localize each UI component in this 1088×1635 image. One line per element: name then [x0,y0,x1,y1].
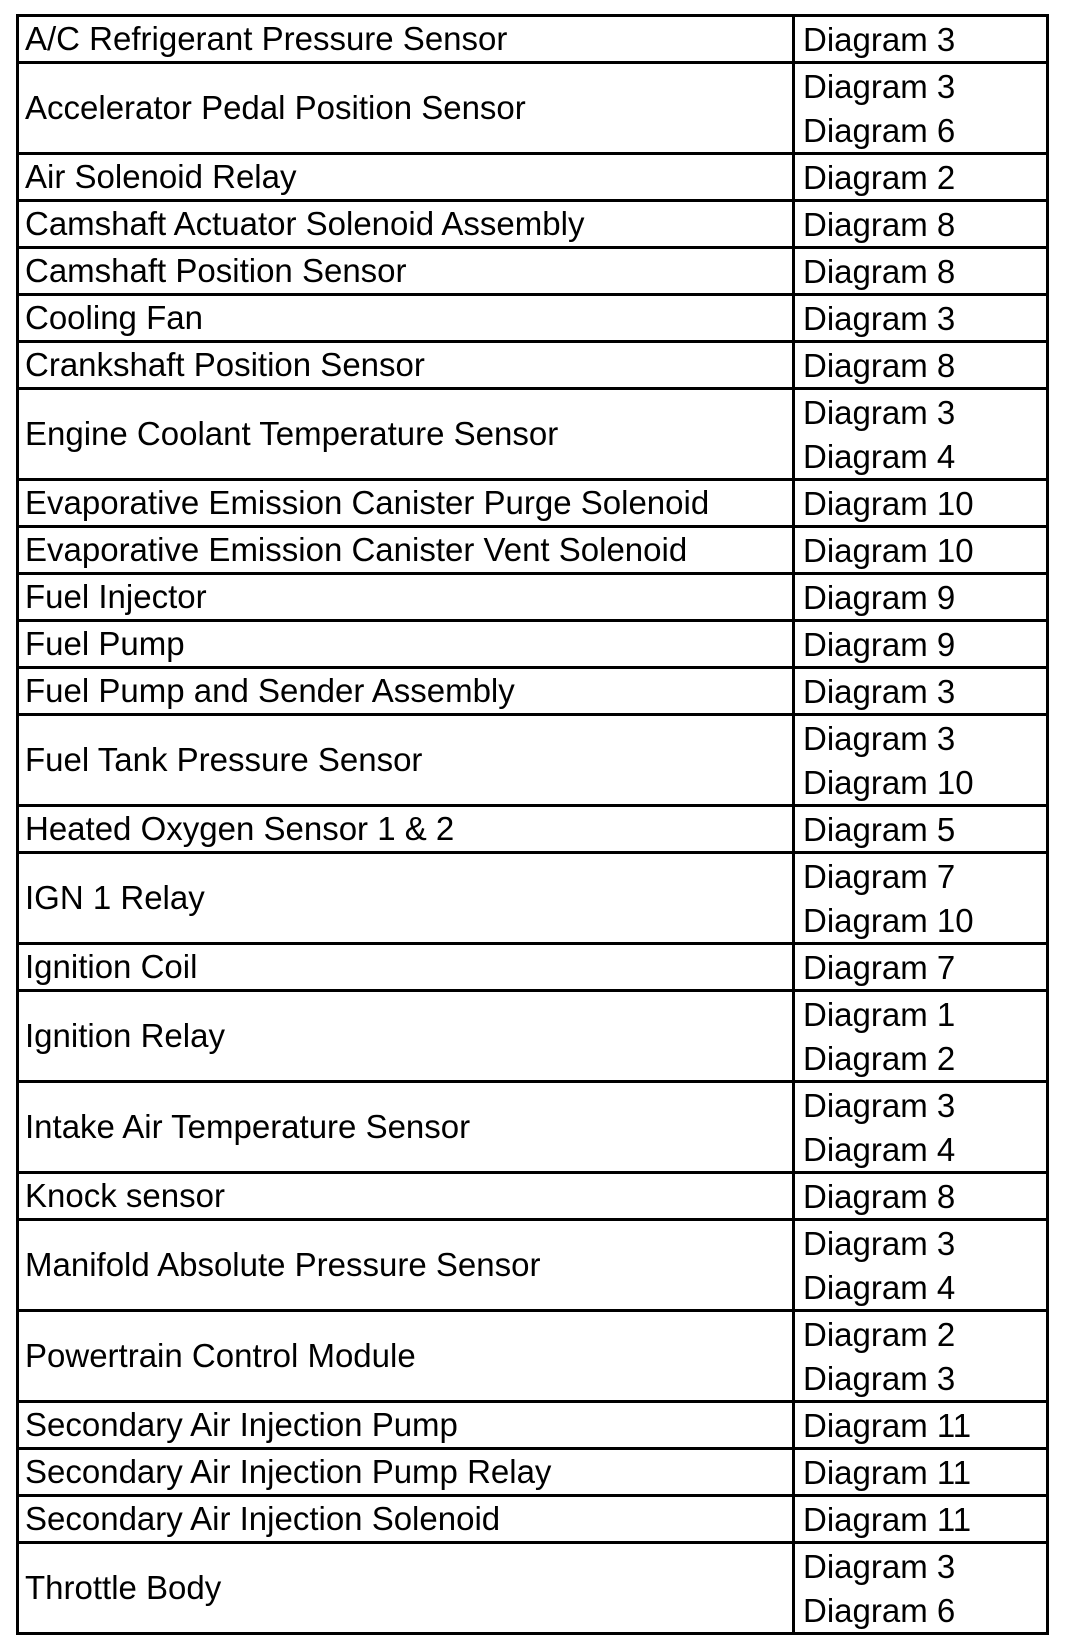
diagram-ref-cell [794,853,1048,944]
component-name-cell: Accelerator Pedal Position Sensor [18,63,794,154]
diagram-ref-cell [794,991,1048,1082]
table-row [18,715,1048,806]
diagram-ref-cell [794,480,1048,527]
table-row [18,295,1048,342]
component-name-cell: Throttle Body [18,1543,794,1634]
diagram-ref-cell [794,295,1048,342]
diagram-ref: Diagram 10 [803,902,974,939]
diagram-ref: Diagram 3 [803,1087,956,1124]
diagram-ref: Diagram 11 [803,1407,972,1444]
diagram-ref: Diagram 3 [803,300,956,337]
component-name-cell: Evaporative Emission Canister Vent Solenoid [18,527,794,574]
table-row [18,1220,1048,1311]
diagram-ref: Diagram 7 [803,949,956,986]
diagram-ref-cell [794,342,1048,389]
diagram-ref: Diagram 5 [803,811,956,848]
diagram-ref-cell [794,1449,1048,1496]
diagram-ref-cell [794,574,1048,621]
diagram-ref: Diagram 10 [803,764,974,801]
component-diagram-table [16,14,1049,1635]
diagram-ref: Diagram 11 [803,1501,972,1538]
diagram-ref: Diagram 2 [803,159,956,196]
component-name-cell: Manifold Absolute Pressure Sensor [18,1220,794,1311]
diagram-ref: Diagram 3 [803,720,956,757]
table-row [18,480,1048,527]
diagram-ref: Diagram 8 [803,347,956,384]
table-row [18,1449,1048,1496]
component-diagram-table-container [16,14,1046,1635]
diagram-ref: Diagram 4 [803,1269,956,1306]
diagram-ref-cell [794,1173,1048,1220]
diagram-ref: Diagram 7 [803,858,956,895]
diagram-ref: Diagram 4 [803,438,956,475]
diagram-ref-cell [794,1496,1048,1543]
component-name-cell: Air Solenoid Relay [18,154,794,201]
component-name-cell: Intake Air Temperature Sensor [18,1082,794,1173]
component-name-cell: Fuel Injector [18,574,794,621]
table-row [18,1402,1048,1449]
diagram-ref-cell [794,201,1048,248]
component-name-cell: Ignition Coil [18,944,794,991]
table-row [18,63,1048,154]
component-name-cell: Powertrain Control Module [18,1311,794,1402]
table-row [18,621,1048,668]
table-row [18,248,1048,295]
component-name-cell: A/C Refrigerant Pressure Sensor [18,16,794,63]
diagram-ref: Diagram 3 [803,1360,956,1397]
component-name-cell: Camshaft Actuator Solenoid Assembly [18,201,794,248]
table-row [18,1543,1048,1634]
component-name-cell: Secondary Air Injection Solenoid [18,1496,794,1543]
diagram-ref: Diagram 6 [803,1592,956,1629]
diagram-ref: Diagram 2 [803,1316,956,1353]
diagram-ref-cell [794,16,1048,63]
component-name-cell: Evaporative Emission Canister Purge Solenoid [18,480,794,527]
diagram-ref: Diagram 3 [803,21,956,58]
diagram-ref-cell [794,154,1048,201]
diagram-ref: Diagram 4 [803,1131,956,1168]
table-row [18,389,1048,480]
diagram-ref-cell [794,527,1048,574]
component-name-cell: Fuel Pump and Sender Assembly [18,668,794,715]
diagram-ref: Diagram 9 [803,579,956,616]
diagram-ref-cell [794,1311,1048,1402]
component-name-cell: Crankshaft Position Sensor [18,342,794,389]
table-row [18,944,1048,991]
table-row [18,1082,1048,1173]
component-name-cell: Ignition Relay [18,991,794,1082]
component-name-cell: IGN 1 Relay [18,853,794,944]
diagram-ref: Diagram 8 [803,206,956,243]
diagram-ref-cell [794,944,1048,991]
diagram-ref: Diagram 3 [803,1225,956,1262]
component-name-cell: Knock sensor [18,1173,794,1220]
diagram-ref: Diagram 2 [803,1040,956,1077]
table-row [18,342,1048,389]
component-name-cell: Engine Coolant Temperature Sensor [18,389,794,480]
component-name-cell: Camshaft Position Sensor [18,248,794,295]
diagram-ref-cell [794,1402,1048,1449]
table-row [18,1311,1048,1402]
diagram-ref: Diagram 10 [803,532,974,569]
diagram-ref-cell [794,668,1048,715]
diagram-ref-cell [794,248,1048,295]
diagram-ref-cell [794,1543,1048,1634]
diagram-ref: Diagram 11 [803,1454,972,1491]
diagram-ref-cell [794,715,1048,806]
table-row [18,16,1048,63]
diagram-ref: Diagram 3 [803,1548,956,1585]
diagram-ref: Diagram 3 [803,68,956,105]
diagram-ref-cell [794,389,1048,480]
table-row [18,668,1048,715]
diagram-ref: Diagram 6 [803,112,956,149]
diagram-ref: Diagram 9 [803,626,956,663]
table-body [18,16,1048,1634]
table-row [18,853,1048,944]
table-row [18,806,1048,853]
component-name-cell: Secondary Air Injection Pump Relay [18,1449,794,1496]
diagram-ref: Diagram 3 [803,673,956,710]
table-row [18,527,1048,574]
diagram-ref-cell [794,63,1048,154]
table-row [18,574,1048,621]
component-name-cell: Heated Oxygen Sensor 1 & 2 [18,806,794,853]
diagram-ref: Diagram 8 [803,1178,956,1215]
table-row [18,201,1048,248]
table-row [18,154,1048,201]
diagram-ref: Diagram 8 [803,253,956,290]
diagram-ref: Diagram 3 [803,394,956,431]
table-row [18,1496,1048,1543]
table-row [18,1173,1048,1220]
component-name-cell: Cooling Fan [18,295,794,342]
component-name-cell: Fuel Tank Pressure Sensor [18,715,794,806]
diagram-ref-cell [794,621,1048,668]
component-name-cell: Secondary Air Injection Pump [18,1402,794,1449]
diagram-ref-cell [794,806,1048,853]
component-name-cell: Fuel Pump [18,621,794,668]
table-row [18,991,1048,1082]
diagram-ref: Diagram 1 [803,996,956,1033]
diagram-ref-cell [794,1220,1048,1311]
diagram-ref: Diagram 10 [803,485,974,522]
diagram-ref-cell [794,1082,1048,1173]
